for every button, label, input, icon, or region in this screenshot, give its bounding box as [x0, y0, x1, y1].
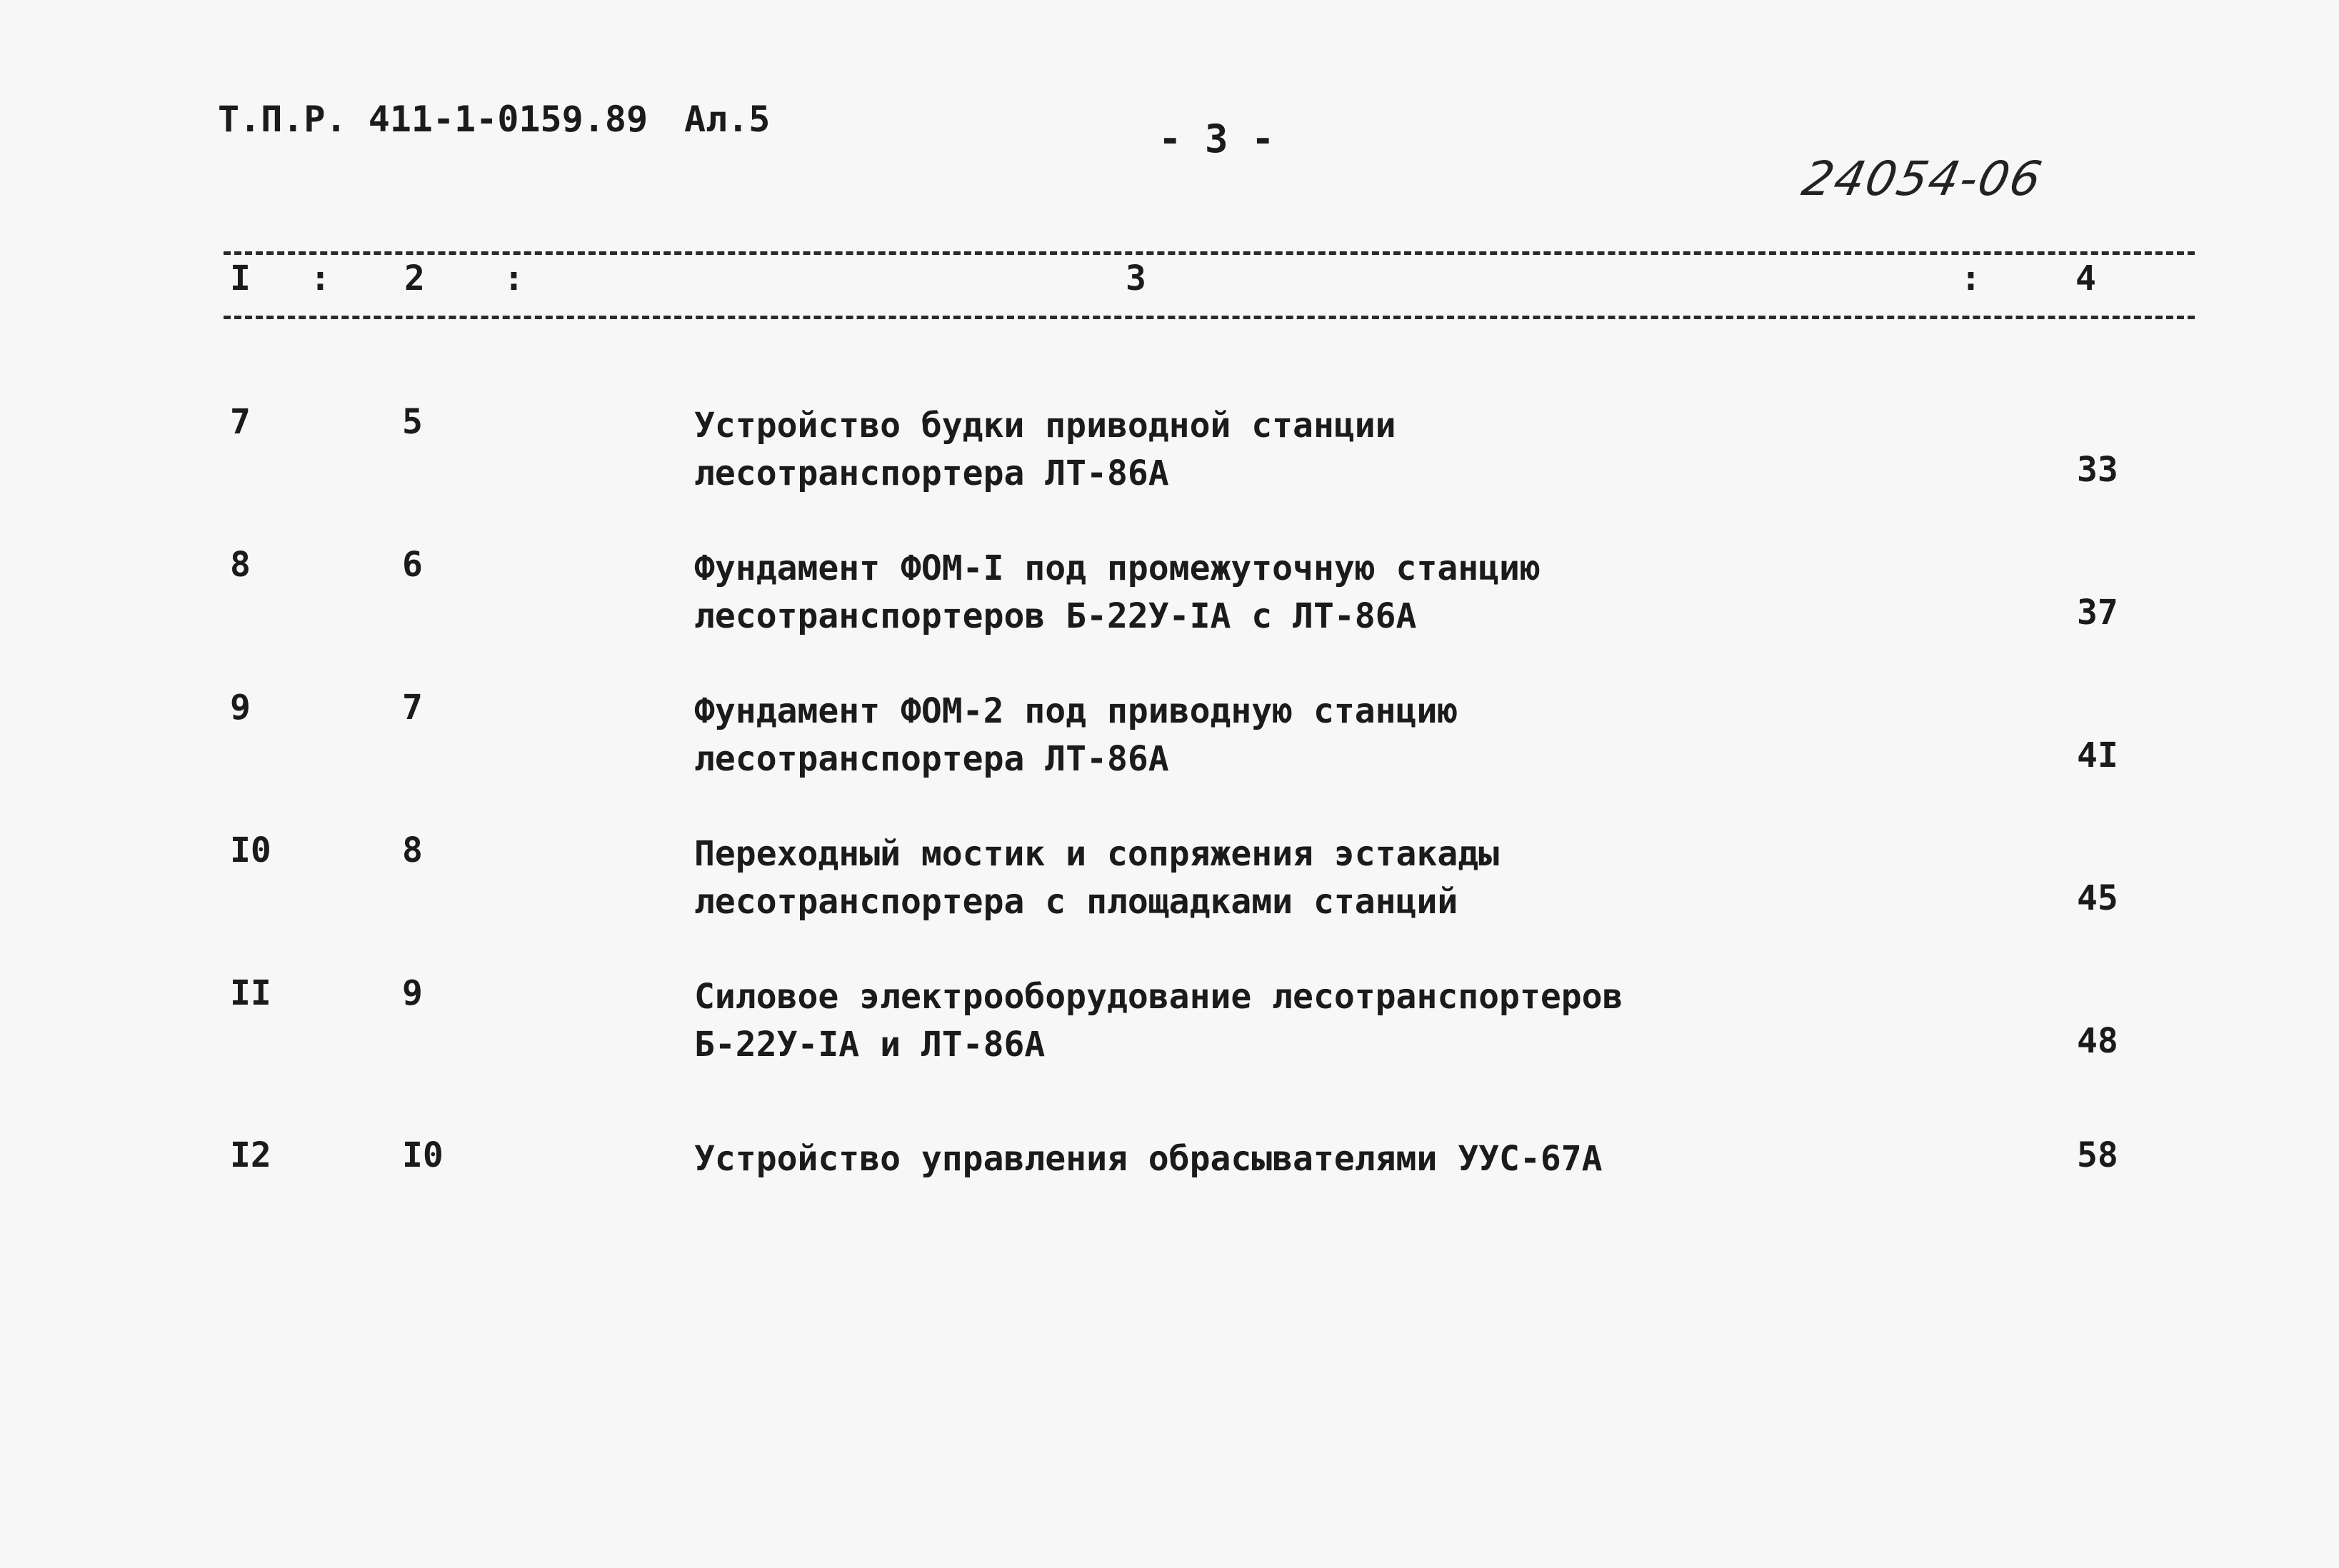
- row-title-line: Силовое электрооборудование лесотранспортеров: [694, 977, 1623, 1017]
- sheet-number: I0: [402, 1135, 444, 1175]
- document-code: Т.П.Р. 411-1-0159.89: [218, 99, 648, 140]
- row-number: 8: [230, 545, 251, 585]
- column-header-1: I: [230, 258, 251, 298]
- sheet-number: 5: [402, 402, 423, 442]
- row-title-line: Переходный мостик и сопряжения эстакады: [694, 834, 1500, 874]
- row-title: [694, 688, 2051, 783]
- row-title-line: лесотранспортера с площадками станций: [694, 882, 1458, 922]
- table-header-top-rule: [224, 251, 2195, 255]
- row-title-line: лесотранспортера ЛТ-86А: [694, 453, 1169, 493]
- row-number: I2: [230, 1135, 271, 1175]
- row-number: 7: [230, 402, 251, 442]
- table-header-bottom-rule: [224, 316, 2195, 319]
- row-number: 9: [230, 688, 251, 728]
- column-separator: :: [1960, 258, 1981, 298]
- row-page-number: 45: [2077, 878, 2118, 918]
- archive-number-handwritten: 24054-06: [1797, 151, 2048, 206]
- row-title: [694, 830, 2051, 926]
- sheet-number: 6: [402, 545, 423, 585]
- page-number: - 3 -: [1158, 116, 1275, 161]
- row-title-line: лесотранспортера ЛТ-86А: [694, 739, 1169, 779]
- row-title: [694, 402, 2051, 498]
- row-page-number: 33: [2077, 450, 2118, 490]
- row-page-number: 4I: [2077, 735, 2118, 775]
- column-header-2: 2: [404, 258, 425, 298]
- row-number: I0: [230, 830, 271, 870]
- row-page-number: 48: [2077, 1021, 2118, 1061]
- column-separator: :: [504, 258, 524, 298]
- sheet-number: 9: [402, 973, 423, 1013]
- row-title: [694, 1135, 2051, 1183]
- row-title-line: лесотранспортеров Б-22У-IА с ЛТ-86А: [694, 596, 1417, 636]
- column-header-3: 3: [1126, 258, 1146, 298]
- row-page-number: 58: [2077, 1135, 2118, 1175]
- row-number: II: [230, 973, 271, 1013]
- sheet-number: 8: [402, 830, 423, 870]
- row-title-line: Устройство будки приводной станции: [694, 406, 1396, 446]
- sheet-label: Ал.5: [684, 99, 771, 140]
- row-title-line: Б-22У-IА и ЛТ-86А: [694, 1025, 1046, 1065]
- row-title-line: Фундамент ФОМ-2 под приводную станцию: [694, 691, 1458, 731]
- row-page-number: 37: [2077, 593, 2118, 633]
- column-separator: :: [310, 258, 331, 298]
- column-header-4: 4: [2075, 258, 2096, 298]
- row-title-line: Фундамент ФОМ-I под промежуточную станцию: [694, 548, 1541, 588]
- sheet-number: 7: [402, 688, 423, 728]
- row-title: [694, 973, 2051, 1069]
- row-title-line: Устройство управления обрасывателями УУС-67А: [694, 1139, 1603, 1179]
- row-title: [694, 545, 2051, 640]
